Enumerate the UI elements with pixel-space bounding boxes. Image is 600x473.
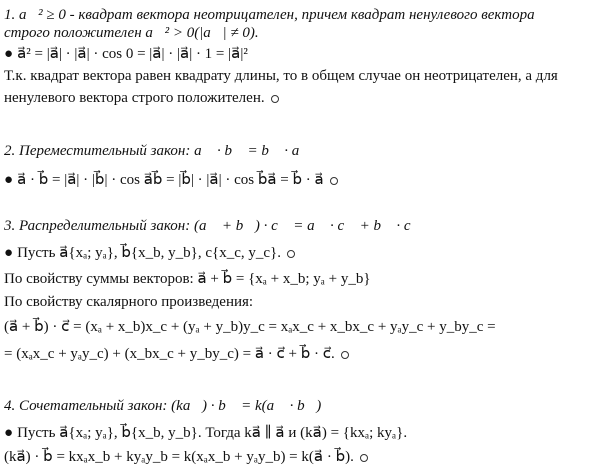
property-4-equation: (ka⃗) · b⃗ = kxₐx_b + kyₐy_b = k(xₐx_b + yₐy_b) = k(a⃗ · b⃗). [4, 449, 354, 465]
property-1-formula-line [4, 45, 248, 63]
property-3-given: Пусть a⃗{xₐ; yₐ}, b⃗{x_b, y_b}, c{x_c, y_c}. [17, 245, 281, 261]
property-4-given-line [4, 424, 407, 442]
circle-mark-icon [271, 95, 279, 103]
property-3-equation-2-line [4, 345, 349, 363]
property-4-given: Пусть a⃗{xₐ; yₐ}, b⃗{x_b, y_b}. Тогда ka⃗ ∥ a⃗ и (ka⃗) = {kxₐ; kyₐ}. [17, 425, 408, 441]
property-3-scalar-label: По свойству скалярного произведения: [4, 294, 254, 310]
property-3-sum: По свойству суммы векторов: a⃗ + b⃗ = {xₐ + x_b; yₐ + y_b} [4, 271, 371, 287]
property-2-heading: 2. Переместительный закон: a⃗ · b⃗ = b⃗ · a⃗ [4, 143, 311, 159]
property-4-heading: 4. Сочетательный закон: (ka⃗) · b⃗ = k(a⃗ · b⃗) [4, 398, 322, 414]
circle-mark-icon [287, 250, 295, 258]
property-1-heading-cont: строго положителен a⃗² > 0(|a⃗| ≠ 0). [4, 25, 259, 41]
property-2-formula-line [4, 171, 338, 189]
property-4-equation-line [4, 448, 368, 466]
property-3-given-line [4, 244, 295, 262]
circle-mark-icon [360, 454, 368, 462]
property-1-formula: a⃗² = |a⃗| · |a⃗| · cos 0 = |a⃗| · |a⃗| · 1 = |a⃗|² [17, 46, 248, 62]
bullet: ● [4, 425, 14, 441]
property-1-text-2-line [4, 89, 279, 107]
circle-mark-icon [341, 351, 349, 359]
property-3-equation-1: (a⃗ + b⃗) · c⃗ = (xₐ + x_b)x_c + (yₐ + y_b)y_c = xₐx_c + x_bx_c + yₐy_c + y_by_c = [4, 319, 496, 335]
bullet: ● [4, 46, 14, 62]
circle-mark-icon [330, 177, 338, 185]
property-1-text-2: ненулевого вектора строго положителен. [4, 90, 265, 106]
property-2-formula: a⃗ · b⃗ = |a⃗| · |b⃗| · cos a⃗b⃗ = |b⃗| · |a⃗| · cos b⃗a⃗ = b⃗ · a⃗ [17, 172, 324, 188]
property-3-heading: 3. Распределительный закон: (a⃗ + b⃗) · c⃗ = a⃗ · c⃗ + b⃗ · c⃗ [4, 218, 423, 234]
bullet: ● [4, 172, 14, 188]
property-1-text-1: Т.к. квадрат вектора равен квадрату длины, то в общем случае он неотрицателен, а для [4, 68, 558, 84]
property-1-heading: 1. a⃗² ≥ 0 - квадрат вектора неотрицателен, причем квадрат ненулевого вектора [4, 7, 535, 23]
property-3-equation-2: = (xₐx_c + yₐy_c) + (x_bx_c + y_by_c) = a⃗ · c⃗ + b⃗ · c⃗. [4, 346, 335, 362]
bullet: ● [4, 245, 14, 261]
